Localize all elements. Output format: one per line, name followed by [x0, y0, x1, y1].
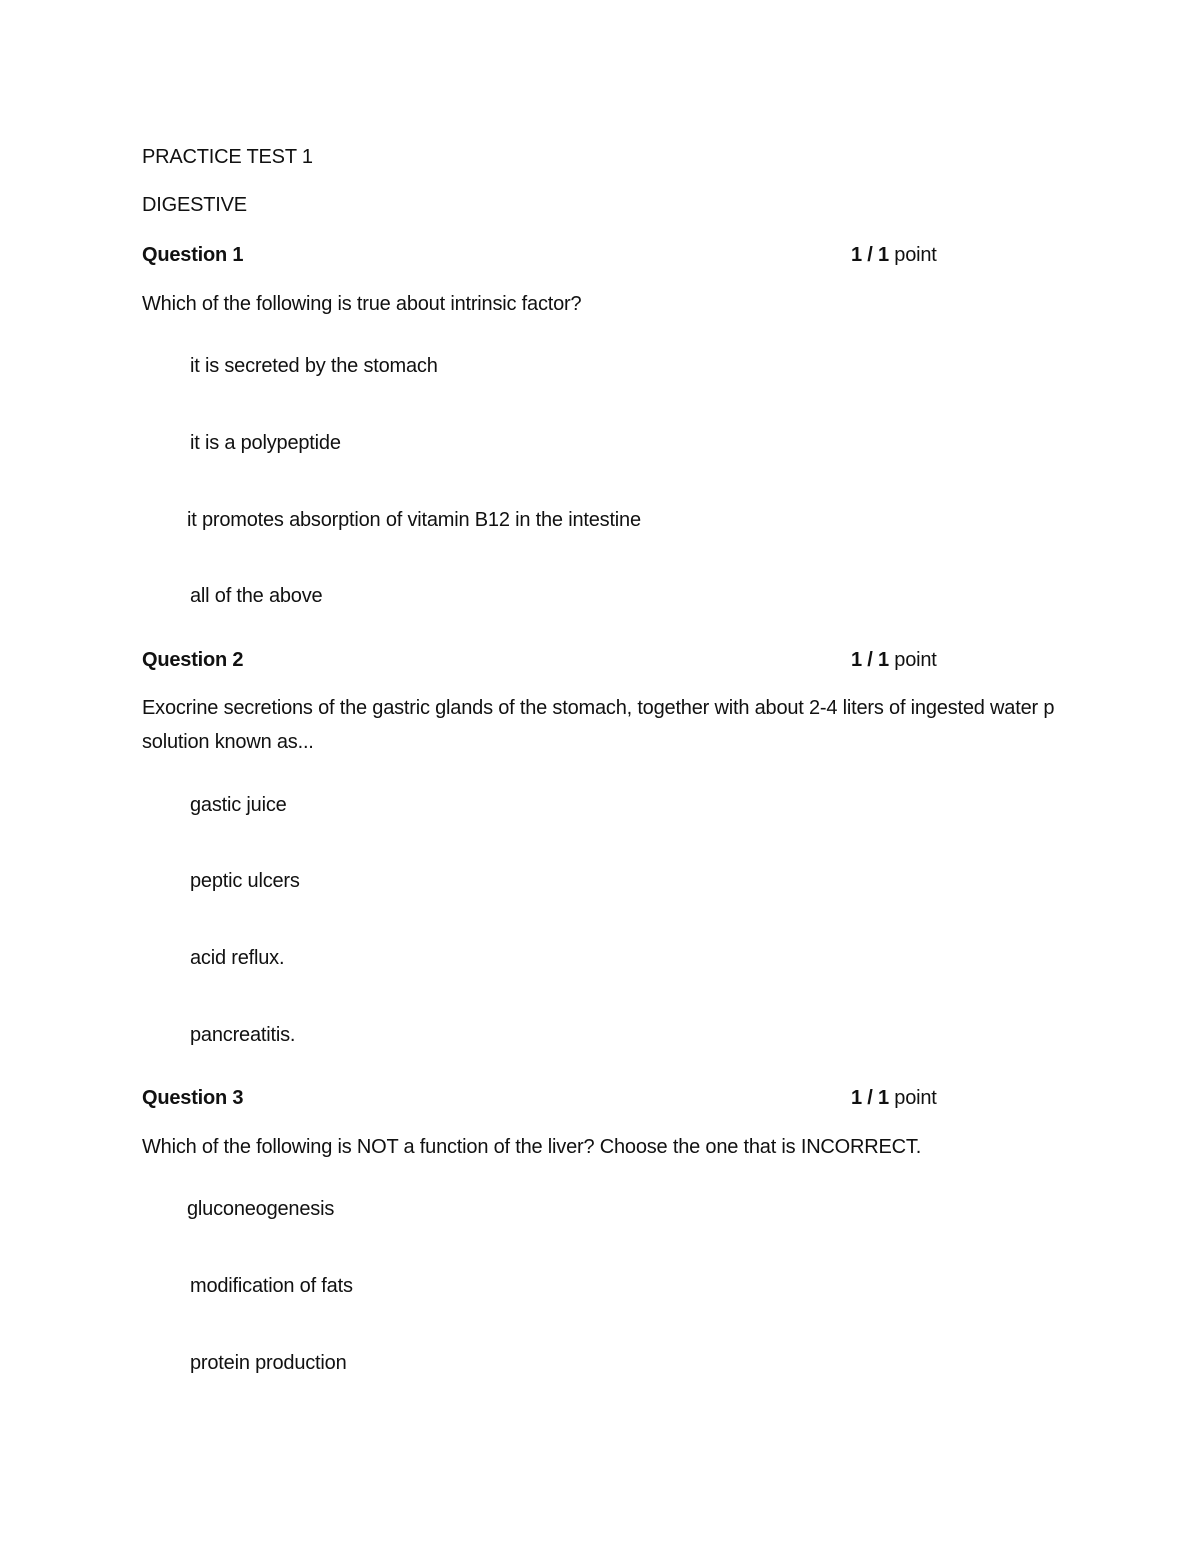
- document-title: PRACTICE TEST 1: [142, 146, 313, 168]
- question-3-score-unit: point: [894, 1087, 937, 1109]
- question-3-option-b[interactable]: modification of fats: [190, 1275, 353, 1297]
- question-2-score: [851, 648, 937, 672]
- question-2-score-unit: point: [894, 649, 937, 671]
- question-2-option-d[interactable]: pancreatitis.: [190, 1024, 296, 1046]
- question-2-option-c[interactable]: acid reflux.: [190, 947, 285, 969]
- question-1-option-a[interactable]: it is secreted by the stomach: [190, 355, 438, 377]
- question-1-score: [851, 243, 937, 267]
- question-1-score-unit: point: [894, 244, 937, 266]
- question-1-title: Question 1: [142, 244, 244, 266]
- question-3-text: Which of the following is NOT a function of the liver? Choose the one that is INCORRECT.: [142, 1136, 922, 1158]
- question-1-score-value: 1 / 1: [851, 244, 889, 266]
- question-2-text-line-2: solution known as...: [142, 731, 314, 753]
- question-1-option-b[interactable]: it is a polypeptide: [190, 432, 341, 454]
- question-3-option-c[interactable]: protein production: [190, 1352, 347, 1374]
- question-3-score: [851, 1086, 937, 1110]
- question-2-title: Question 2: [142, 649, 244, 671]
- question-3-score-value: 1 / 1: [851, 1087, 889, 1109]
- question-3-title: Question 3: [142, 1087, 244, 1109]
- question-3-option-a[interactable]: gluconeogenesis: [187, 1198, 335, 1220]
- question-2-option-a[interactable]: gastic juice: [190, 794, 287, 816]
- question-2-score-value: 1 / 1: [851, 649, 889, 671]
- question-1-option-c[interactable]: it promotes absorption of vitamin B12 in the intestine: [187, 509, 641, 531]
- question-2-option-b[interactable]: peptic ulcers: [190, 870, 300, 892]
- question-1-text: Which of the following is true about intrinsic factor?: [142, 293, 582, 315]
- question-2-text-line-1: Exocrine secretions of the gastric glands of the stomach, together with about 2-4 liters of ingested water p: [142, 697, 1055, 719]
- question-1-option-d[interactable]: all of the above: [190, 585, 323, 607]
- document-subtitle: DIGESTIVE: [142, 194, 247, 216]
